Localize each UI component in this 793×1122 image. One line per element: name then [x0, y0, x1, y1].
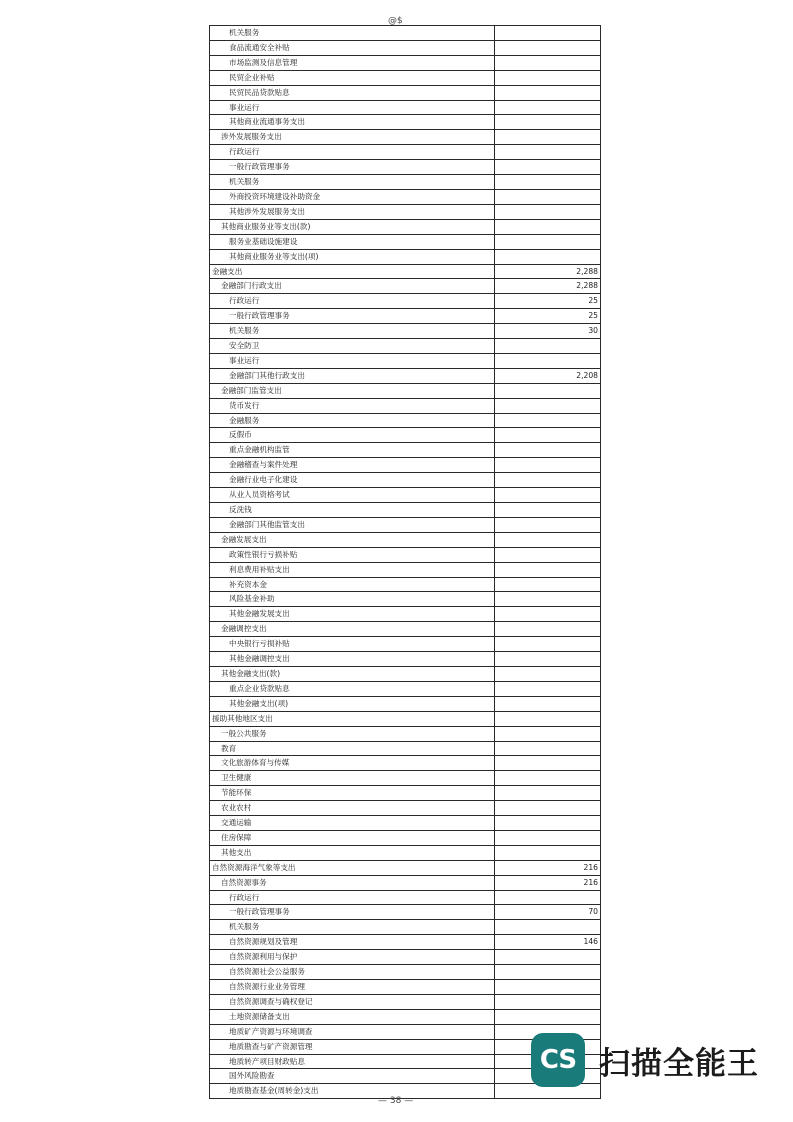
table-row: [210, 637, 601, 652]
item-name-cell: 一般行政管理事务: [210, 905, 495, 920]
amount-cell: [495, 85, 601, 100]
amount-cell: [495, 741, 601, 756]
table-row: [210, 994, 601, 1009]
item-name-cell: 机关服务: [210, 175, 495, 190]
table-row: [210, 696, 601, 711]
table-row: [210, 681, 601, 696]
table-row: [210, 607, 601, 622]
table-row: [210, 219, 601, 234]
table-row: [210, 339, 601, 354]
amount-cell: 2,208: [495, 368, 601, 383]
amount-cell: [495, 666, 601, 681]
item-name-cell: 反洗钱: [210, 503, 495, 518]
table-row: [210, 100, 601, 115]
table-row: [210, 383, 601, 398]
item-name-cell: 从业人员资格考试: [210, 488, 495, 503]
item-name-cell: 其他商业服务业等支出(款): [210, 219, 495, 234]
table-row: [210, 488, 601, 503]
amount-cell: [495, 517, 601, 532]
amount-cell: [495, 428, 601, 443]
amount-cell: [495, 965, 601, 980]
item-name-cell: 金融部门其他行政支出: [210, 368, 495, 383]
item-name-cell: 金融发展支出: [210, 532, 495, 547]
item-name-cell: 涉外发展服务支出: [210, 130, 495, 145]
table-row: [210, 264, 601, 279]
amount-cell: [495, 592, 601, 607]
item-name-cell: 民贸民品贷款贴息: [210, 85, 495, 100]
amount-cell: [495, 816, 601, 831]
item-name-cell: 其他金融调控支出: [210, 652, 495, 667]
amount-cell: [495, 711, 601, 726]
item-name-cell: 补充资本金: [210, 577, 495, 592]
amount-cell: [495, 756, 601, 771]
table-row: [210, 249, 601, 264]
amount-cell: [495, 920, 601, 935]
amount-cell: 25: [495, 309, 601, 324]
item-name-cell: 行政运行: [210, 890, 495, 905]
item-name-cell: 市场监测及信息管理: [210, 55, 495, 70]
amount-cell: [495, 681, 601, 696]
amount-cell: [495, 801, 601, 816]
camscanner-logo-text: CS: [539, 1045, 577, 1075]
item-name-cell: 货币发行: [210, 398, 495, 413]
amount-cell: [495, 607, 601, 622]
amount-cell: [495, 532, 601, 547]
item-name-cell: 地质矿产资源与环境调查: [210, 1024, 495, 1039]
table-row: [210, 875, 601, 890]
item-name-cell: 事业运行: [210, 353, 495, 368]
table-row: [210, 801, 601, 816]
table-row: [210, 622, 601, 637]
table-row: [210, 115, 601, 130]
amount-cell: [495, 204, 601, 219]
item-name-cell: 住房保障: [210, 830, 495, 845]
amount-cell: [495, 637, 601, 652]
amount-cell: [495, 547, 601, 562]
amount-cell: [495, 234, 601, 249]
item-name-cell: 风险基金补助: [210, 592, 495, 607]
item-name-cell: 民贸企业补贴: [210, 70, 495, 85]
amount-cell: [495, 219, 601, 234]
page-header-mark: @$: [388, 16, 403, 26]
table-row: [210, 756, 601, 771]
table-row: [210, 40, 601, 55]
table-row: [210, 279, 601, 294]
budget-table: [209, 25, 601, 1099]
table-row: [210, 517, 601, 532]
table-row: [210, 935, 601, 950]
table-row: [210, 70, 601, 85]
item-name-cell: 自然资源利用与保护: [210, 950, 495, 965]
amount-cell: [495, 339, 601, 354]
amount-cell: [495, 726, 601, 741]
item-name-cell: 自然资源社会公益服务: [210, 965, 495, 980]
item-name-cell: 其他支出: [210, 845, 495, 860]
camscanner-logo-icon: [531, 1033, 585, 1087]
amount-cell: 25: [495, 294, 601, 309]
item-name-cell: 金融行业电子化建设: [210, 473, 495, 488]
table-row: [210, 204, 601, 219]
table-row: [210, 965, 601, 980]
amount-cell: [495, 130, 601, 145]
item-name-cell: 国外风险勘查: [210, 1069, 495, 1084]
item-name-cell: 地质勘查与矿产资源管理: [210, 1039, 495, 1054]
item-name-cell: 机关服务: [210, 324, 495, 339]
amount-cell: [495, 830, 601, 845]
amount-cell: [495, 458, 601, 473]
item-name-cell: 金融部门监管支出: [210, 383, 495, 398]
amount-cell: [495, 398, 601, 413]
amount-cell: 2,288: [495, 279, 601, 294]
amount-cell: [495, 26, 601, 41]
amount-cell: [495, 980, 601, 995]
amount-cell: 70: [495, 905, 601, 920]
amount-cell: [495, 189, 601, 204]
amount-cell: [495, 577, 601, 592]
table-row: [210, 234, 601, 249]
item-name-cell: 一般公共服务: [210, 726, 495, 741]
item-name-cell: 教育: [210, 741, 495, 756]
table-row: [210, 830, 601, 845]
table-row: [210, 443, 601, 458]
table-row: [210, 816, 601, 831]
table-row: [210, 786, 601, 801]
amount-cell: [495, 353, 601, 368]
table-row: [210, 1009, 601, 1024]
amount-cell: [495, 40, 601, 55]
table-row: [210, 413, 601, 428]
item-name-cell: 重点企业贷款贴息: [210, 681, 495, 696]
amount-cell: [495, 115, 601, 130]
item-name-cell: 文化旅游体育与传媒: [210, 756, 495, 771]
amount-cell: [495, 771, 601, 786]
table-row: [210, 950, 601, 965]
table-row: [210, 592, 601, 607]
table-row: [210, 980, 601, 995]
item-name-cell: 自然资源海洋气象等支出: [210, 860, 495, 875]
item-name-cell: 金融部门行政支出: [210, 279, 495, 294]
table-row: [210, 652, 601, 667]
item-name-cell: 利息费用补贴支出: [210, 562, 495, 577]
item-name-cell: 其他商业服务业等支出(项): [210, 249, 495, 264]
amount-cell: [495, 488, 601, 503]
table-row: [210, 368, 601, 383]
table-row: [210, 458, 601, 473]
amount-cell: [495, 145, 601, 160]
item-name-cell: 土地资源储备支出: [210, 1009, 495, 1024]
item-name-cell: 其他金融发展支出: [210, 607, 495, 622]
item-name-cell: 其他涉外发展服务支出: [210, 204, 495, 219]
item-name-cell: 中央银行亏损补贴: [210, 637, 495, 652]
table-row: [210, 294, 601, 309]
amount-cell: 216: [495, 860, 601, 875]
item-name-cell: 金融调控支出: [210, 622, 495, 637]
table-row: [210, 26, 601, 41]
item-name-cell: 安全防卫: [210, 339, 495, 354]
item-name-cell: 机关服务: [210, 920, 495, 935]
amount-cell: [495, 890, 601, 905]
table-row: [210, 532, 601, 547]
table-row: [210, 309, 601, 324]
table-row: [210, 55, 601, 70]
item-name-cell: 行政运行: [210, 294, 495, 309]
table-row: [210, 503, 601, 518]
item-name-cell: 食品流通安全补贴: [210, 40, 495, 55]
item-name-cell: 其他金融支出(项): [210, 696, 495, 711]
table-row: [210, 726, 601, 741]
table-row: [210, 160, 601, 175]
amount-cell: [495, 652, 601, 667]
table-row: [210, 905, 601, 920]
amount-cell: [495, 786, 601, 801]
amount-cell: [495, 622, 601, 637]
amount-cell: [495, 696, 601, 711]
camscanner-brand-text: 扫描全能王: [599, 1045, 759, 1082]
item-name-cell: 卫生健康: [210, 771, 495, 786]
amount-cell: [495, 503, 601, 518]
table-row: [210, 145, 601, 160]
amount-cell: [495, 562, 601, 577]
table-row: [210, 175, 601, 190]
table-row: [210, 666, 601, 681]
item-name-cell: 金融稽查与案件处理: [210, 458, 495, 473]
item-name-cell: 一般行政管理事务: [210, 160, 495, 175]
item-name-cell: 外商投资环境建设补助资金: [210, 189, 495, 204]
table-row: [210, 562, 601, 577]
budget-table-body: [210, 26, 601, 1099]
item-name-cell: 节能环保: [210, 786, 495, 801]
item-name-cell: 金融部门其他监管支出: [210, 517, 495, 532]
item-name-cell: 自然资源规划及管理: [210, 935, 495, 950]
table-row: [210, 189, 601, 204]
amount-cell: [495, 383, 601, 398]
item-name-cell: 其他金融支出(款): [210, 666, 495, 681]
item-name-cell: 交通运输: [210, 816, 495, 831]
table-row: [210, 547, 601, 562]
item-name-cell: 重点金融机构监管: [210, 443, 495, 458]
amount-cell: [495, 175, 601, 190]
table-row: [210, 771, 601, 786]
table-row: [210, 577, 601, 592]
item-name-cell: 一般行政管理事务: [210, 309, 495, 324]
scanner-watermark: [531, 1032, 771, 1088]
table-row: [210, 845, 601, 860]
amount-cell: [495, 70, 601, 85]
item-name-cell: 自然资源调查与确权登记: [210, 994, 495, 1009]
table-row: [210, 711, 601, 726]
amount-cell: 2,288: [495, 264, 601, 279]
item-name-cell: 地质转产项目财政贴息: [210, 1054, 495, 1069]
amount-cell: [495, 55, 601, 70]
item-name-cell: 金融服务: [210, 413, 495, 428]
item-name-cell: 援助其他地区支出: [210, 711, 495, 726]
table-row: [210, 130, 601, 145]
amount-cell: [495, 100, 601, 115]
amount-cell: 216: [495, 875, 601, 890]
amount-cell: [495, 249, 601, 264]
table-row: [210, 428, 601, 443]
item-name-cell: 反假币: [210, 428, 495, 443]
item-name-cell: 行政运行: [210, 145, 495, 160]
amount-cell: [495, 950, 601, 965]
amount-cell: [495, 160, 601, 175]
amount-cell: [495, 413, 601, 428]
table-row: [210, 353, 601, 368]
table-row: [210, 85, 601, 100]
item-name-cell: 地质勘查基金(周转金)支出: [210, 1084, 495, 1099]
table-row: [210, 741, 601, 756]
item-name-cell: 自然资源事务: [210, 875, 495, 890]
table-row: [210, 324, 601, 339]
table-row: [210, 920, 601, 935]
item-name-cell: 机关服务: [210, 26, 495, 41]
item-name-cell: 金融支出: [210, 264, 495, 279]
amount-cell: [495, 1009, 601, 1024]
amount-cell: [495, 473, 601, 488]
table-row: [210, 473, 601, 488]
amount-cell: [495, 845, 601, 860]
amount-cell: 30: [495, 324, 601, 339]
item-name-cell: 事业运行: [210, 100, 495, 115]
item-name-cell: 农业农村: [210, 801, 495, 816]
table-row: [210, 890, 601, 905]
item-name-cell: 自然资源行业业务管理: [210, 980, 495, 995]
item-name-cell: 其他商业流通事务支出: [210, 115, 495, 130]
item-name-cell: 政策性银行亏损补贴: [210, 547, 495, 562]
amount-cell: 146: [495, 935, 601, 950]
table-row: [210, 398, 601, 413]
table-row: [210, 860, 601, 875]
amount-cell: [495, 443, 601, 458]
amount-cell: [495, 994, 601, 1009]
page-number: — 38 —: [378, 1096, 414, 1106]
item-name-cell: 服务业基础设施建设: [210, 234, 495, 249]
